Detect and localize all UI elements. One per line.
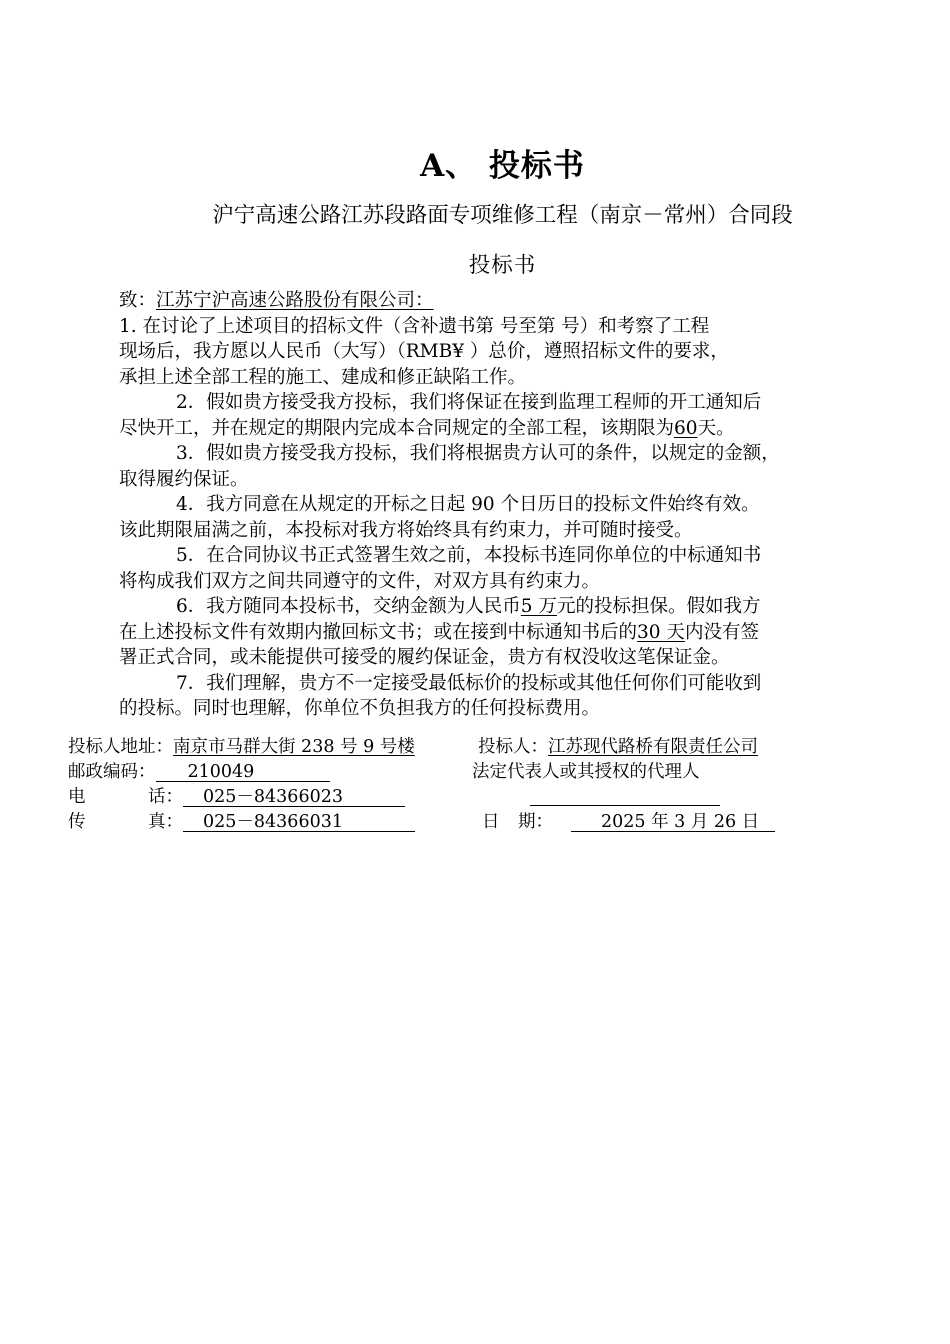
document-title: A、 投标书: [420, 148, 585, 184]
paragraph-3-line-1: 3．假如贵方接受我方投标，我们将根据贵方认可的条件，以规定的金额，: [176, 443, 780, 464]
addressee-line: [119, 288, 889, 314]
bid-bond-amount: 5 万: [520, 596, 557, 617]
signature-line: [530, 785, 720, 806]
phone-value: 025－84366023: [183, 787, 405, 807]
legal-rep-label: 法定代表人或其授权的代理人: [472, 762, 700, 782]
paragraph-5-line-2: 将构成我们双方之间共同遵守的文件，对双方具有约束力。: [119, 570, 601, 592]
paragraph-6-text: 6．我方随同本投标书，交纳金额为人民币: [176, 596, 521, 617]
phone-row: [68, 785, 888, 810]
date-label-a: 日: [482, 812, 500, 832]
bidder-value: 江苏现代路桥有限责任公司: [548, 737, 758, 757]
document-name: 投标书: [468, 253, 537, 278]
paragraph-6-line-2-text: 在上述投标文件有效期内撤回标文书；或在接到中标通知书后的: [119, 621, 638, 643]
paragraph-7-line-1: 7．我们理解，贵方不一定接受最低标价的投标或其他任何你们可能收到: [176, 672, 762, 694]
fax-label-a: 传: [68, 812, 86, 832]
paragraph-2-suffix: 天。: [697, 417, 735, 439]
paragraph-6-line-1: [119, 594, 889, 620]
fax-value: 025－84366031: [183, 812, 415, 832]
paragraph-4-line-2: 该此期限届满之前，本投标对我方将始终具有约束力，并可随时接受。: [119, 519, 693, 541]
paragraph-5-line-1: 5．在合同协议书正式签署生效之前，本投标书连同你单位的中标通知书: [176, 545, 762, 566]
paragraph-6-line-3: 署正式合同，或未能提供可接受的履约保证金，贵方有权没收这笔保证金。: [119, 647, 730, 668]
bidder-info: [68, 735, 888, 835]
paragraph-3-line-2: 取得履约保证。: [119, 468, 249, 490]
paragraph-2-line-1: 2．假如贵方接受我方投标，我们将保证在接到监理工程师的开工通知后: [176, 392, 762, 413]
paragraph-1-line-2: 现场后，我方愿以人民币（大写）（RMB¥ ）总价，遵照招标文件的要求，: [119, 341, 729, 362]
date-label-b: 期：: [518, 812, 553, 832]
phone-label-b: 话：: [148, 787, 183, 807]
project-name: 沪宁高速公路江苏段路面专项维修工程（南京－常州）合同段: [212, 203, 793, 228]
address-value: 南京市马群大街 238 号 9 号楼: [173, 737, 415, 757]
paragraph-7-line-2: 的投标。同时也理解，你单位不负担我方的任何投标费用。: [119, 698, 601, 719]
address-label: 投标人地址：: [68, 737, 173, 757]
paragraph-1-line-1: 1. 在讨论了上述项目的招标文件（含补遗书第 号至第 号）和考察了工程: [119, 315, 710, 337]
letter-body: [119, 288, 889, 722]
paragraph-6-line-2-suffix: 内没有签: [684, 621, 759, 643]
postcode-row: [68, 760, 888, 785]
fax-row: [68, 810, 888, 835]
contract-signing-period: 30 天: [637, 621, 685, 643]
paragraph-1-line-3: 承担上述全部工程的施工、建成和修正缺陷工作。: [119, 366, 527, 388]
paragraph-4-line-1: 4．我方同意在从规定的开标之日起 90 个日历日的投标文件始终有效。: [176, 494, 760, 515]
fax-label-b: 真：: [148, 812, 183, 832]
addressee-company: 江苏宁沪高速公路股份有限公司：: [156, 290, 434, 311]
date-value: 2025 年 3 月 26 日: [571, 812, 775, 832]
construction-period-value: 60: [674, 417, 698, 439]
postcode-value: 210049: [156, 762, 330, 782]
postcode-label: 邮政编码：: [68, 762, 156, 782]
paragraph-6-suffix: 元的投标担保。假如我方: [556, 596, 761, 617]
phone-label-a: 电: [68, 787, 86, 807]
bidder-label: 投标人：: [478, 737, 548, 757]
paragraph-6-line-2: [119, 620, 889, 646]
address-row: [68, 735, 888, 760]
paragraph-2-text: 尽快开工，并在规定的期限内完成本合同规定的全部工程，该期限为: [119, 417, 675, 439]
paragraph-2-line-2: [119, 416, 889, 442]
addressee-prefix: 致：: [119, 290, 157, 311]
